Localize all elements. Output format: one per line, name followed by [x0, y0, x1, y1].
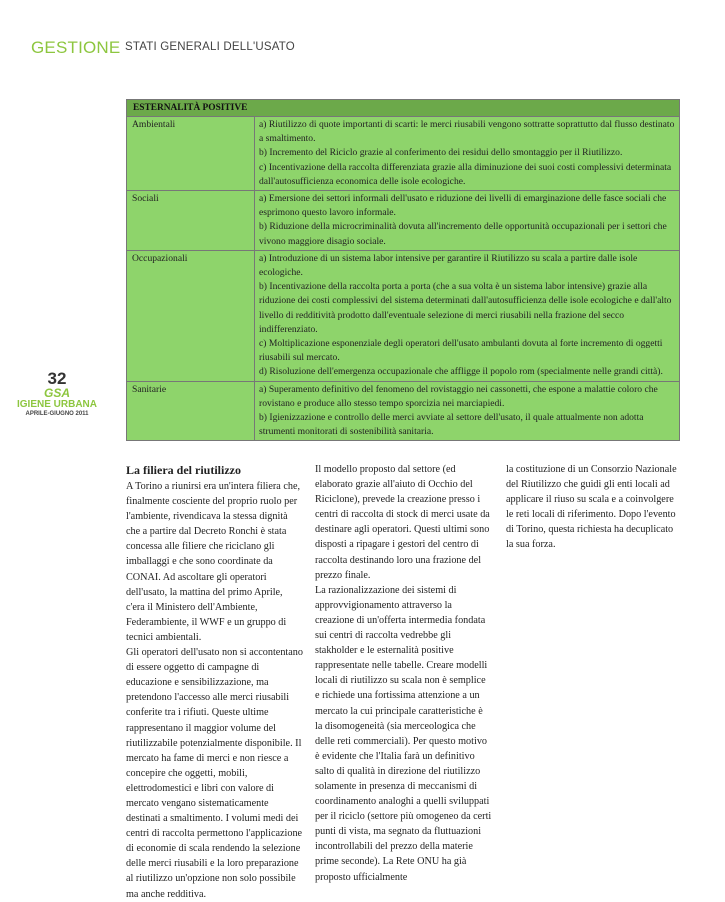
table-item: a) Superamento definitivo del fenomeno del rovistaggio nei cassonetti, che espone a malattie coloro che rovistano e produce allo stesso tempo sporcizia nei marciapiedi.	[259, 383, 658, 409]
externalities-table	[126, 99, 680, 441]
article-column-3	[506, 462, 683, 553]
article-paragraph: Gli operatori dell'usato non si accontentano di essere oggetto di campagne di educazione e sensibilizzazione, ma pretendono l'accesso alle merci riusabili conferite tra i rifiuti. Queste ultime rappresentano il maggior volume del riutilizzabile potenzialmente disponibile. Il mercato ha fame di merci e non riesce a concepire che oggetti, mobili, elettrodomestici e libri con valore di mercato vengano sistematicamente destinati a smaltimento. I volumi medi dei centri di raccolta permettono l'applicazione di economie di scala rendendo la selezione delle merci riusabili e la loro preparazione al riutilizzo un'opzione non solo possibile ma anche redditiva.	[126, 647, 303, 900]
table-category: Ambientali	[127, 117, 255, 190]
table-item: a) Introduzione di un sistema labor intensive per garantire il Riutilizzo su scala a partire dalle isole ecologiche.	[259, 252, 638, 279]
table-item: a) Emersione dei settori informali dell'usato e riduzione dei livelli di emarginazione delle fasce sociali che esprimono questo lavoro informale.	[259, 193, 667, 219]
brand-logo: GSA	[43, 386, 70, 400]
table-category: Occupazionali	[127, 251, 255, 381]
table-description	[255, 251, 679, 381]
article-paragraph: Il modello proposto dal settore (ed elaborato grazie all'aiuto di Occhio del Riciclone), prevede la creazione presso i centri di raccolta di stock di merci usate da destinare agli operatori. Questi ultimi sono disposti a ripagare i gestori del centro di raccolta destinando loro una frazione del prezzo finale.	[315, 464, 490, 581]
table-item: b) Igienizzazione e controllo delle merci avviate al settore dell'usato, il quale attualmente non adotta strumenti monitorati di sostenibilità sanitaria.	[259, 412, 644, 438]
article-column-1	[126, 462, 303, 902]
article-paragraph: A Torino a riunirsi era un'intera filiera che, finalmente cosciente del proprio ruolo per l'ambiente, rivendicava la stessa dignità che a partire dal Decreto Ronchi è stata concessa alle filiere che riciclano gli imballaggi e che sono coordinate da CONAI. Ad ascoltare gli operatori dell'usato, la mattina del primo Aprile, c'era il Ministero dell'Ambiente, Federambiente, il WWF e un gruppo di tecnici ambientali.	[126, 481, 301, 643]
section-label: GESTIONE	[31, 38, 121, 57]
table-item: b) Riduzione della microcriminalità dovuta all'incremento delle opportunità occupazionali per i settori che vivono maggiore disagio sociale.	[259, 221, 667, 247]
table-item: b) Incremento del Riciclo grazie al conferimento dei residui dello smontaggio per il Riutilizzo.	[259, 147, 623, 159]
section-subtitle: STATI GENERALI DELL'USATO	[125, 41, 295, 53]
table-title: ESTERNALITÀ POSITIVE	[127, 100, 679, 117]
table-description	[255, 191, 679, 250]
article-title: La filiera del riutilizzo	[126, 463, 241, 477]
table-description	[255, 382, 679, 441]
page-number: 32	[47, 369, 67, 388]
article-column-2	[315, 462, 492, 885]
table-row	[127, 117, 679, 191]
table-item: c) Moltiplicazione esponenziale degli operatori dell'usato ambulanti dovuta al forte incremento di oggetti riusabili sul mercato.	[259, 338, 663, 364]
issue-date: APRILE-GIUGNO 2011	[25, 411, 89, 417]
table-row	[127, 251, 679, 382]
table-item: c) Incentivazione della raccolta differenziata grazie alla diminuzione dei suoi costi complessivi determinata dall'autosufficienza economica delle isole ecologiche.	[259, 161, 672, 187]
page-header	[31, 38, 711, 58]
table-item: b) Incentivazione della raccolta porta a porta (che a sua volta è un sistema labor intensive) grazie alla riduzione dei costi complessivi del sistema determinati dall'autosufficienza delle isole ecologiche e dall'alto livello di redditività prodotto dall'eventuale selezione di merci riusabili nella frazione del secco indifferenziato.	[259, 281, 672, 335]
article-paragraph: La razionalizzazione dei sistemi di approvvigionamento attraverso la creazione di un'offerta intermedia fondata sui centri di raccolta vedrebbe gli stakholder e le esternalità positive rappresentate nelle tabelle. Creare modelli locali di riutilizzo su scala non è semplice e richiede una fortissima attenzione a un mercato la cui principale caratteristiche è la disomogeneità (sia merceologica che delle reti commerciali). Per questo motivo è evidente che l'Italia farà un definitivo salto di qualità in direzione del riutilizzo solamente in presenza di meccanismi di coordinamento analoghi a quelli sviluppati per il riciclo (settore più omogeneo da certi punti di vista, ma segnato da fluttuazioni incontrollabili del prezzo della materie prime seconde). La Rete ONU ha già proposto ufficialmente	[315, 584, 492, 883]
brand-name: IGIENE URBANA	[16, 399, 97, 410]
table-category: Sociali	[127, 191, 255, 250]
table-item: a) Riutilizzo di quote importanti di scarti: le merci riusabili vengono sottratte soprattutto dal flusso destinato a smaltimento.	[259, 119, 675, 145]
article-paragraph: la costituzione di un Consorzio Nazionale del Riutilizzo che guidi gli enti locali ad applicare il riuso su scala e a coinvolgere le reti locali di riferimento. Dopo l'evento di Torino, questa richiesta ha decuplicato la sua forza.	[506, 464, 677, 551]
table-description	[255, 117, 679, 190]
table-item: d) Risoluzione dell'emergenza occupazionale che affligge il popolo rom (specialmente nelle grandi città).	[259, 366, 663, 378]
table-row	[127, 191, 679, 251]
magazine-sidebar	[12, 370, 102, 418]
table-category: Sanitarie	[127, 382, 255, 441]
table-row	[127, 382, 679, 441]
